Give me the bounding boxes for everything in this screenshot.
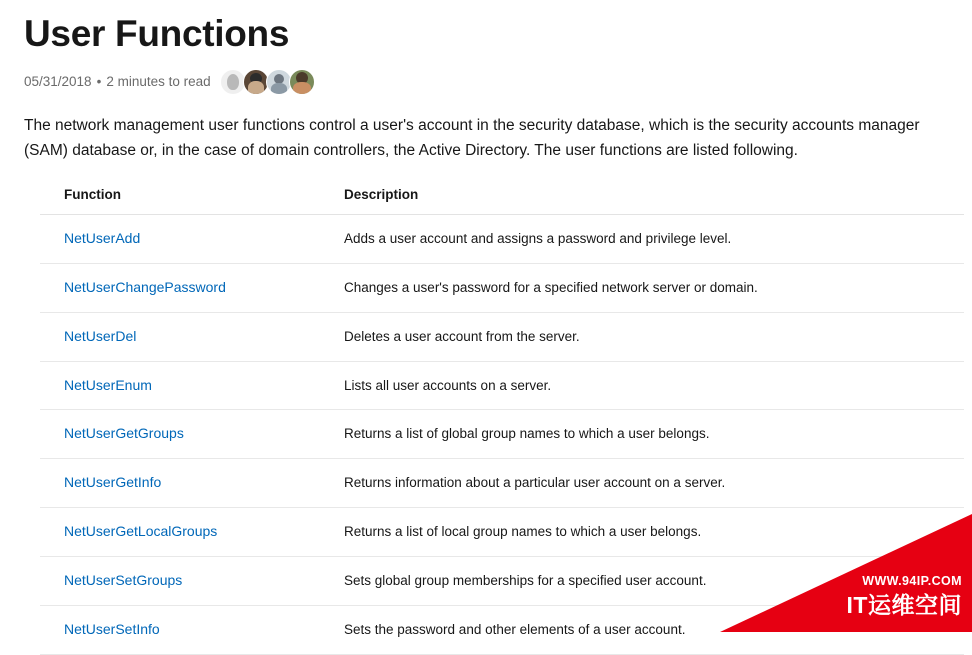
table-row <box>40 557 964 606</box>
table-cell-function <box>40 410 320 459</box>
avatar[interactable] <box>266 69 292 95</box>
avatar[interactable] <box>220 69 246 95</box>
table-cell-description: Adds a user account and assigns a password and privilege level. <box>320 214 964 263</box>
table-row <box>40 410 964 459</box>
table-cell-description: Returns a list of local group names to which a user belongs. <box>320 508 964 557</box>
page-title: User Functions <box>24 13 290 54</box>
table-row <box>40 508 964 557</box>
function-link[interactable]: NetUserEnum <box>64 376 152 393</box>
table-cell-description: Deletes a user account from the server. <box>320 312 964 361</box>
table-cell-function <box>40 214 320 263</box>
table-cell-function <box>40 361 320 410</box>
avatar[interactable] <box>243 69 269 95</box>
function-link[interactable]: NetUserGetInfo <box>64 474 162 491</box>
function-link[interactable]: NetUserChangePassword <box>64 278 226 295</box>
table-row <box>40 214 964 263</box>
document-page <box>0 13 972 638</box>
contributor-avatars <box>220 69 312 95</box>
table-cell-description: Changes a user's password for a specified network server or domain. <box>320 263 964 312</box>
intro-paragraph: The network management user functions control a user's account in the security database, which is the security accounts manager (SAM) database or, in the case of domain controllers, the Active Directory. The user functions are listed following. <box>24 116 920 159</box>
watermark-url: WWW.94IP.COM <box>862 574 962 588</box>
table-cell-function <box>40 263 320 312</box>
function-link[interactable]: NetUserDel <box>64 327 137 344</box>
table-cell-description: Sets global group memberships for a specified user account. <box>320 557 964 606</box>
function-link[interactable]: NetUserSetInfo <box>64 621 160 638</box>
table-row <box>40 459 964 508</box>
table-cell-function <box>40 606 320 655</box>
table-cell-description: Returns a list of global group names to which a user belongs. <box>320 410 964 459</box>
table-row <box>40 312 964 361</box>
column-header-function: Function <box>40 181 320 215</box>
table-cell-description: Returns information about a particular user account on a server. <box>320 459 964 508</box>
column-header-description: Description <box>320 181 964 215</box>
table-cell-function <box>40 508 320 557</box>
function-link[interactable]: NetUserSetGroups <box>64 572 183 589</box>
function-link[interactable]: NetUserGetGroups <box>64 425 184 442</box>
function-link[interactable]: NetUserAdd <box>64 229 141 246</box>
read-time: 2 minutes to read <box>106 73 211 89</box>
table-cell-function <box>40 459 320 508</box>
avatar[interactable] <box>289 69 315 95</box>
table-cell-description: Sets the password and other elements of a user account. <box>320 606 964 655</box>
functions-table <box>40 181 964 655</box>
table-cell-description: Lists all user accounts on a server. <box>320 361 964 410</box>
table-cell-function <box>40 312 320 361</box>
table-cell-function <box>40 557 320 606</box>
table-header-row <box>40 181 964 215</box>
meta-separator: • <box>96 74 102 90</box>
table-row <box>40 263 964 312</box>
article-meta <box>24 69 948 95</box>
table-row <box>40 361 964 410</box>
table-row <box>40 606 964 655</box>
publish-date: 05/31/2018 <box>24 73 92 89</box>
watermark-name: IT运维空间 <box>846 592 962 618</box>
function-link[interactable]: NetUserGetLocalGroups <box>64 523 218 540</box>
